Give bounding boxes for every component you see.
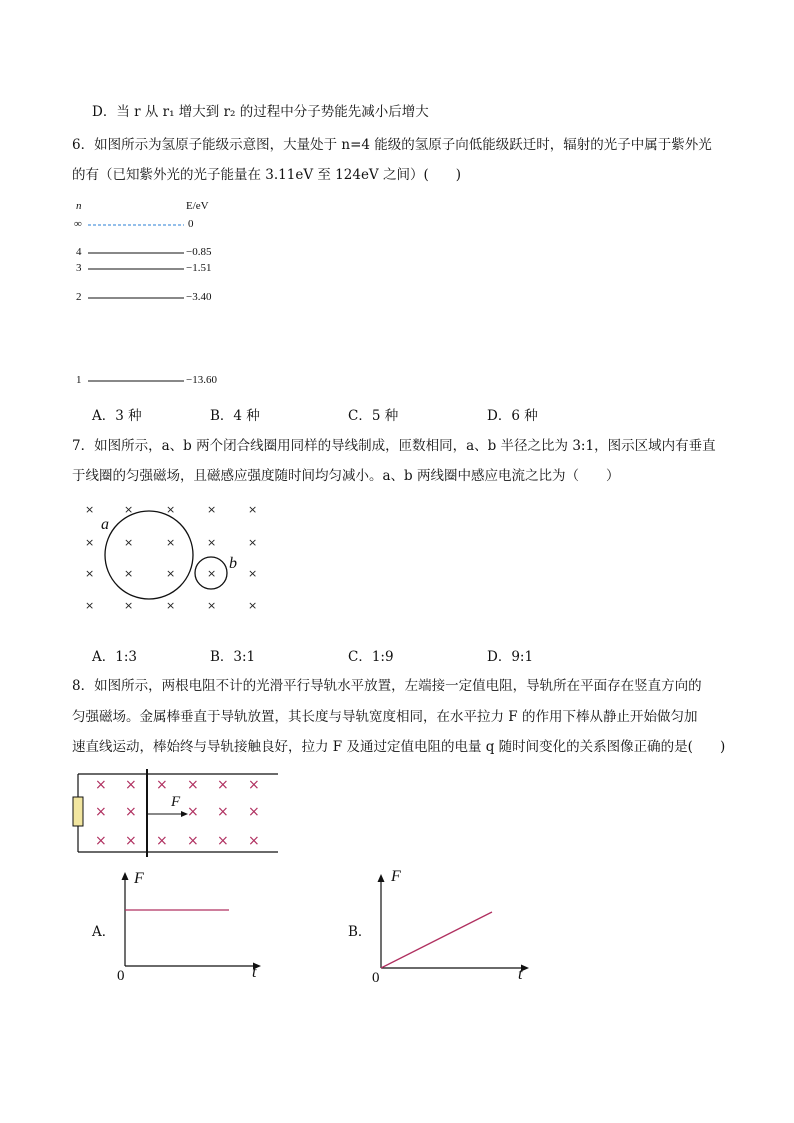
field-cross: × <box>85 567 95 580</box>
level-e-4: −0.85 <box>186 246 212 258</box>
field-cross: × <box>248 833 260 849</box>
q8-stem-line3: 速直线运动，棒始终与导轨接触良好，拉力 F 及通过定值电阻的电量 q 随时间变化的关系图像正确的是( ) <box>72 739 726 755</box>
field-cross: × <box>125 833 137 849</box>
graph-b-option-label: B． <box>348 924 372 940</box>
field-cross: × <box>125 804 137 820</box>
graph-a-ylabel: F <box>134 870 144 887</box>
axis-n-label: n <box>76 200 82 212</box>
field-cross: × <box>124 536 134 549</box>
field-cross: × <box>124 567 134 580</box>
coil-a-label: a <box>101 516 109 533</box>
q7-option-c[interactable]: C．1:9 <box>348 649 394 665</box>
field-cross: × <box>207 503 217 516</box>
field-cross: × <box>217 777 229 793</box>
q6-option-a[interactable]: A．3 种 <box>92 408 142 424</box>
q7-option-b[interactable]: B．3:1 <box>210 649 256 665</box>
field-cross: × <box>187 804 199 820</box>
field-cross: × <box>248 503 258 516</box>
graph-b-ylabel: F <box>391 868 401 885</box>
graph-a-origin: 0 <box>117 968 125 984</box>
field-cross: × <box>156 833 168 849</box>
level-n-4: 4 <box>76 246 82 258</box>
field-cross: × <box>125 777 137 793</box>
field-cross: × <box>187 777 199 793</box>
field-cross: × <box>248 536 258 549</box>
q7-stem-line1: 7．如图所示，a、b 两个闭合线圈用同样的导线制成，匝数相同，a、b 半径之比为 3:1，图示区域内有垂直 <box>72 438 716 454</box>
field-cross: × <box>248 599 258 612</box>
graph-a-xlabel: t <box>252 964 257 981</box>
q6-option-c[interactable]: C．5 种 <box>348 408 399 424</box>
field-cross: × <box>95 833 107 849</box>
level-e-1: −13.60 <box>186 374 217 386</box>
field-cross: × <box>217 833 229 849</box>
level-n-1: 1 <box>76 374 82 386</box>
field-cross: × <box>166 503 176 516</box>
level-e-2: −3.40 <box>186 291 212 303</box>
graph-a-option-label: A． <box>92 924 116 940</box>
level-e-inf: 0 <box>188 218 194 230</box>
field-cross: × <box>95 804 107 820</box>
field-cross: × <box>248 567 258 580</box>
field-cross: × <box>124 599 134 612</box>
field-cross: × <box>124 503 134 516</box>
field-cross: × <box>85 536 95 549</box>
field-cross: × <box>207 567 217 580</box>
q6-option-d[interactable]: D．6 种 <box>487 408 538 424</box>
q6-stem-line2: 的有（已知紫外光的光子能量在 3.11eV 至 124eV 之间）( ) <box>72 167 462 183</box>
field-cross: × <box>217 804 229 820</box>
field-cross: × <box>85 599 95 612</box>
field-cross: × <box>187 833 199 849</box>
graph-b-xlabel: t <box>518 966 523 983</box>
q8-stem-line2: 匀强磁场。金属棒垂直于导轨放置，其长度与导轨宽度相同，在水平拉力 F 的作用下棒从静止开始做匀加 <box>72 709 698 725</box>
field-cross: × <box>156 777 168 793</box>
field-cross: × <box>95 777 107 793</box>
field-cross: × <box>166 567 176 580</box>
graph-b-origin: 0 <box>372 970 380 986</box>
coil-b-label: b <box>229 555 237 572</box>
q7-stem-line2: 于线圈的匀强磁场，且磁感应强度随时间均匀减小。a、b 两线圈中感应电流之比为（ ） <box>72 468 620 484</box>
q6-option-b[interactable]: B．4 种 <box>210 408 260 424</box>
q7-option-d[interactable]: D．9:1 <box>487 649 534 665</box>
level-n-2: 2 <box>76 291 82 303</box>
field-cross: × <box>207 536 217 549</box>
axis-e-label: E/eV <box>186 200 209 212</box>
q6-stem-line1: 6．如图所示为氢原子能级示意图，大量处于 n=4 能级的氢原子向低能级跃迁时，辐射的光子中属于紫外光 <box>72 137 712 153</box>
q5-option-d: D．当 r 从 r₁ 增大到 r₂ 的过程中分子势能先减小后增大 <box>92 104 429 120</box>
field-cross: × <box>248 777 260 793</box>
q8-stem-line1: 8．如图所示，两根电阻不计的光滑平行导轨水平放置，左端接一定值电阻，导轨所在平面存在竖直方向的 <box>72 678 702 694</box>
field-cross: × <box>248 804 260 820</box>
field-cross: × <box>85 503 95 516</box>
graph-b-curve <box>381 912 492 968</box>
level-n-inf: ∞ <box>74 218 82 230</box>
field-cross: × <box>166 599 176 612</box>
level-e-3: −1.51 <box>186 262 212 274</box>
force-label: F <box>171 794 181 810</box>
level-n-3: 3 <box>76 262 82 274</box>
field-cross: × <box>166 536 176 549</box>
field-cross: × <box>207 599 217 612</box>
q7-option-a[interactable]: A．1:3 <box>92 649 137 665</box>
